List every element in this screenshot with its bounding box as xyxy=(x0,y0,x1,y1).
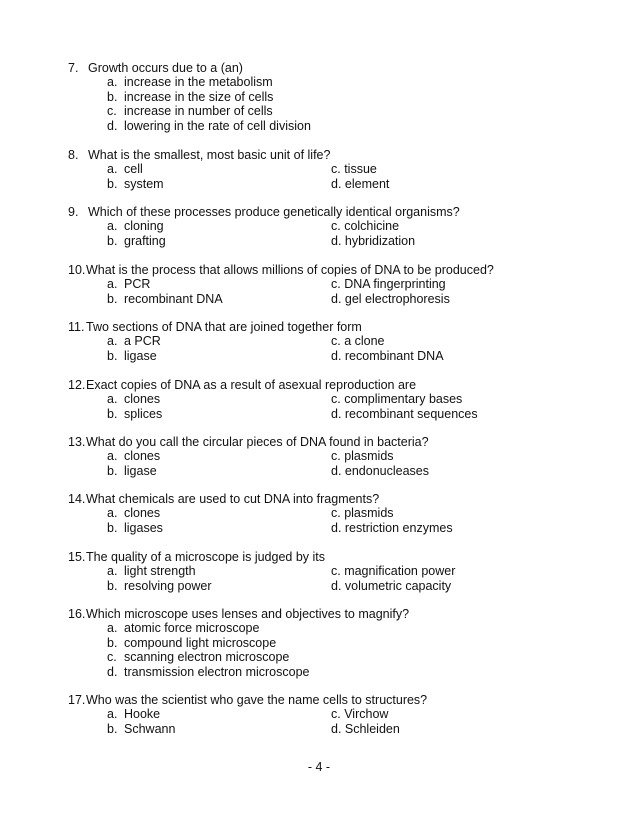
option-right-text: d. volumetric capacity xyxy=(331,578,452,593)
option-letter: a. xyxy=(107,392,118,407)
option-letter: a. xyxy=(107,277,118,292)
option-right-text: d. gel electrophoresis xyxy=(331,291,450,306)
option-text: ligase xyxy=(124,348,157,363)
option-right-text: c. DNA fingerprinting xyxy=(331,277,446,292)
option-text: ligases xyxy=(124,520,163,535)
question-text: Who was the scientist who gave the name cells to structures? xyxy=(86,693,428,707)
option-letter: c. xyxy=(107,104,117,119)
option-right-text: c. tissue xyxy=(331,162,377,177)
question-number: 7. xyxy=(68,61,79,75)
question-text: Which microscope uses lenses and objectives to magnify? xyxy=(86,607,410,621)
option-letter: a. xyxy=(107,219,118,234)
question-number: 13. xyxy=(68,435,86,449)
option-text: clones xyxy=(124,506,161,521)
option-text: increase in number of cells xyxy=(124,104,273,119)
option-text: light strength xyxy=(124,564,196,579)
option-text: scanning electron microscope xyxy=(124,650,290,665)
question-number: 8. xyxy=(68,148,79,162)
option-text: increase in the metabolism xyxy=(124,75,273,90)
option-text: Schwann xyxy=(124,721,176,736)
question-text: What chemicals are used to cut DNA into fragments? xyxy=(86,492,380,506)
option-right-text: d. Schleiden xyxy=(331,721,400,736)
question-text: What is the process that allows millions of copies of DNA to be produced? xyxy=(86,263,494,277)
option-text: clones xyxy=(124,449,161,464)
option-right-text: c. Virchow xyxy=(331,707,389,722)
question-number: 9. xyxy=(68,205,79,219)
option-letter: c. xyxy=(107,650,117,665)
option-letter: b. xyxy=(107,233,118,248)
option-right-text: d. element xyxy=(331,176,390,191)
question-text: What is the smallest, most basic unit of life? xyxy=(88,148,331,162)
question-text: What do you call the circular pieces of DNA found in bacteria? xyxy=(86,435,429,449)
option-letter: a. xyxy=(107,564,118,579)
page-number: - 4 - xyxy=(307,760,331,774)
question-number: 15. xyxy=(68,550,86,564)
option-text: splices xyxy=(124,406,163,421)
option-text: increase in the size of cells xyxy=(124,89,274,104)
option-text: a PCR xyxy=(124,334,161,349)
option-text: cell xyxy=(124,162,143,177)
option-text: Hooke xyxy=(124,707,161,722)
option-text: resolving power xyxy=(124,578,212,593)
question-text: Growth occurs due to a (an) xyxy=(88,61,243,75)
option-text: atomic force microscope xyxy=(124,621,260,636)
option-letter: b. xyxy=(107,520,118,535)
option-right-text: c. magnification power xyxy=(331,564,456,579)
question-text: Two sections of DNA that are joined together form xyxy=(86,320,362,334)
option-right-text: c. colchicine xyxy=(331,219,400,234)
question-text: Which of these processes produce genetically identical organisms? xyxy=(88,205,460,219)
option-letter: b. xyxy=(107,89,118,104)
question-number: 16. xyxy=(68,607,86,621)
question-number: 10. xyxy=(68,263,86,277)
option-text: system xyxy=(124,176,164,191)
option-letter: b. xyxy=(107,348,118,363)
option-letter: b. xyxy=(107,578,118,593)
option-letter: a. xyxy=(107,707,118,722)
option-text: ligase xyxy=(124,463,157,478)
option-right-text: d. recombinant sequences xyxy=(331,406,478,421)
option-right-text: c. plasmids xyxy=(331,449,394,464)
option-right-text: c. plasmids xyxy=(331,506,394,521)
option-right-text: d. endonucleases xyxy=(331,463,429,478)
option-letter: b. xyxy=(107,635,118,650)
option-text: recombinant DNA xyxy=(124,291,223,306)
question-number: 17. xyxy=(68,693,86,707)
option-text: grafting xyxy=(124,233,166,248)
option-letter: a. xyxy=(107,75,118,90)
question-text: Exact copies of DNA as a result of asexual reproduction are xyxy=(86,378,417,392)
option-text: clones xyxy=(124,392,161,407)
question-number: 11. xyxy=(68,320,85,334)
option-letter: b. xyxy=(107,463,118,478)
option-letter: a. xyxy=(107,162,118,177)
option-text: compound light microscope xyxy=(124,635,277,650)
option-letter: a. xyxy=(107,334,118,349)
option-text: PCR xyxy=(124,277,151,292)
option-letter: b. xyxy=(107,176,118,191)
option-letter: a. xyxy=(107,506,118,521)
option-text: cloning xyxy=(124,219,164,234)
option-letter: a. xyxy=(107,449,118,464)
option-letter: d. xyxy=(107,664,118,679)
question-number: 12. xyxy=(68,378,86,392)
question-text: The quality of a microscope is judged by its xyxy=(86,550,326,564)
option-text: transmission electron microscope xyxy=(124,664,310,679)
option-right-text: d. hybridization xyxy=(331,233,416,248)
option-right-text: c. a clone xyxy=(331,334,385,349)
option-right-text: d. restriction enzymes xyxy=(331,520,453,535)
option-right-text: d. recombinant DNA xyxy=(331,348,444,363)
option-letter: b. xyxy=(107,291,118,306)
option-letter: b. xyxy=(107,721,118,736)
option-text: lowering in the rate of cell division xyxy=(124,118,311,133)
option-letter: a. xyxy=(107,621,118,636)
option-letter: d. xyxy=(107,118,118,133)
option-letter: b. xyxy=(107,406,118,421)
option-right-text: c. complimentary bases xyxy=(331,392,463,407)
question-number: 14. xyxy=(68,492,86,506)
